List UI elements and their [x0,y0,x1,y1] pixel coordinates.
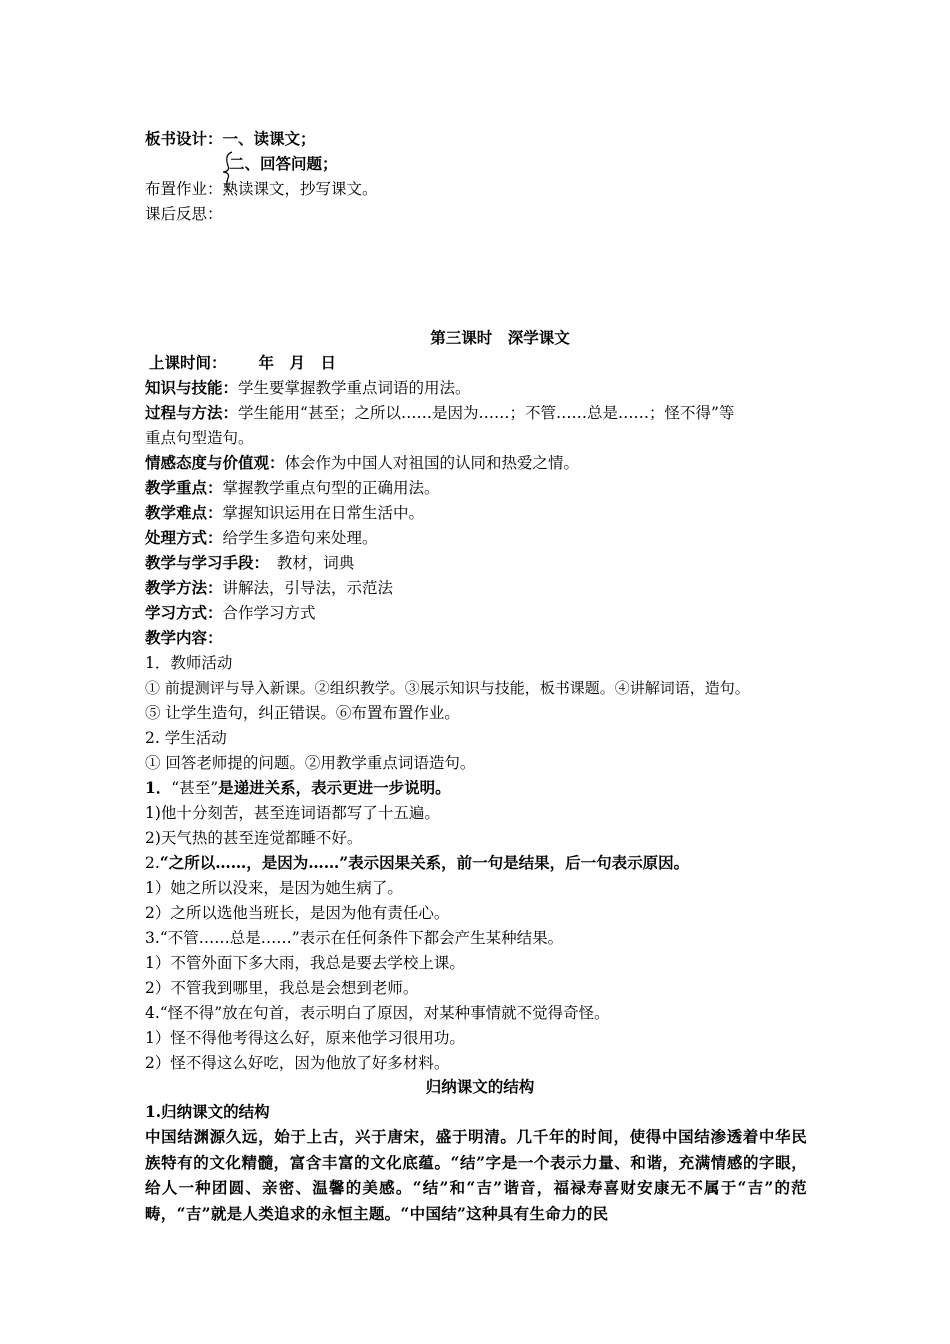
content-label: 教学内容： [145,628,223,647]
knowledge-line [145,377,471,399]
knowledge-text: 学生要掌握教学重点词语的用法。 [238,379,471,397]
key-point-text: 掌握教学重点句型的正确用法。 [222,479,440,497]
student-heading: 2. 学生活动 [145,729,227,747]
difficulty-line [145,502,424,524]
study-line [145,602,316,624]
method-label: 教学方法： [145,578,223,597]
student-line-1: ① 回答老师提的问题。②用教学重点词语造句。 [145,754,476,772]
grammar-2 [145,852,689,874]
grammar-3-example-1: 1）不管外面下多大雨，我总是要去学校上课。 [145,954,465,972]
process-text-2: 重点句型造句。 [145,429,254,447]
lesson-title: 第三课时 深学课文 [430,328,570,347]
process-line-2 [145,427,254,449]
board-design-line-1 [145,128,316,150]
difficulty-text: 掌握知识运用在日常生活中。 [222,504,425,522]
grammar-2-num: 2. [145,854,160,872]
grammar-1-word: “甚至” [171,779,219,797]
attitude-line [145,452,579,474]
method-line [145,577,393,599]
homework-line [145,178,378,200]
method-text: 讲解法，引导法，示范法 [222,579,394,597]
handling-label: 处理方式： [145,528,223,547]
attitude-label: 情感态度与价值观： [145,453,285,472]
grammar-1 [145,777,451,799]
grammar-1-num: 1． [145,778,172,797]
grammar-2-desc: 表示因果关系，前一句是结果，后一句表示原因。 [348,853,690,872]
teacher-line-2: ⑤ 让学生造句，纠正错误。⑥布置布置作业。 [145,704,460,722]
grammar-2-example-1: 1）她之所以没来，是因为她生病了。 [145,879,403,897]
class-time-value: 年 月 日 [258,353,337,372]
class-time-label: 上课时间： [149,353,227,372]
tools-text: 教材，词典 [261,554,355,572]
teacher-heading: 1．教师活动 [145,654,233,672]
grammar-4-example-1: 1）怪不得他考得这么好，原来他学习很用功。 [145,1029,465,1047]
reflection-label: 课后反思： [145,205,223,223]
difficulty-label: 教学难点： [145,503,223,522]
structure-title: 归纳课文的结构 [425,1077,535,1096]
study-label: 学习方式： [145,603,223,622]
homework-label: 布置作业： [145,180,223,198]
grammar-1-example-2: 2)天气热的甚至连觉都睡不好。 [145,829,363,847]
reflection-line [145,203,223,225]
process-label: 过程与方法： [145,403,239,422]
grammar-3-example-2: 2）不管我到哪里，我总是会想到老师。 [145,979,419,997]
handling-text: 给学生多造句来处理。 [222,529,378,547]
knowledge-label: 知识与技能： [145,378,239,397]
key-point-label: 教学重点： [145,478,223,497]
board-design-label: 板书设计： [145,129,223,148]
homework-text: 熟读课文，抄写课文。 [222,180,378,198]
board-item-1: 一、读课文； [222,129,316,148]
structure-subheading: 1.归纳课文的结构 [145,1102,270,1121]
grammar-2-example-2: 2）之所以选他当班长，是因为他有责任心。 [145,904,450,922]
grammar-4-example-2: 2）怪不得这么好吃，因为他放了好多材料。 [145,1054,450,1072]
study-text: 合作学习方式 [222,604,316,622]
grammar-3: 3.“不管……总是……”表示在任何条件下都会产生某种结果。 [145,929,564,947]
process-text: 学生能用“甚至；之所以……是因为……；不管……总是……；怪不得”等 [238,404,735,422]
tools-line [145,552,354,574]
grammar-1-example-1: 1)他十分刻苦，甚至连词语都写了十五遍。 [145,804,440,822]
grammar-1-desc: 是递进关系，表示更进一步说明。 [218,778,451,797]
grammar-2-word: “之所以……，是因为……” [159,853,349,872]
board-item-2: 二、回答问题； [229,154,338,173]
board-design-line-2 [229,153,338,175]
attitude-text: 体会作为中国人对祖国的认同和热爱之情。 [284,454,580,472]
structure-paragraph: 中国结渊源久远，始于上古，兴于唐宋，盛于明清。几千年的时间，使得中国结渗透着中华民族特有的文化精髓，富含丰富的文化底蕴。“结”字是一个表示力量、和谐，充满情感的字眼，给人一种团圆、亲密、温馨的美感。“结”和“吉”谐音，福禄寿喜财安康无不属于“吉”的范畴，“吉”就是人类追求的永恒主题。“中国结”这种具有生命力的民 [145,1127,807,1223]
handling-line [145,527,378,549]
key-point-line [145,477,440,499]
grammar-4: 4.“怪不得”放在句首，表示明白了原因，对某种事情就不觉得奇怪。 [145,1004,610,1022]
teacher-line-1: ① 前提测评与导入新课。②组织教学。③展示知识与技能，板书课题。④讲解词语，造句。 [145,679,750,697]
process-line [145,402,734,424]
class-time-line [149,352,336,374]
tools-label: 教学与学习手段： [145,553,262,572]
